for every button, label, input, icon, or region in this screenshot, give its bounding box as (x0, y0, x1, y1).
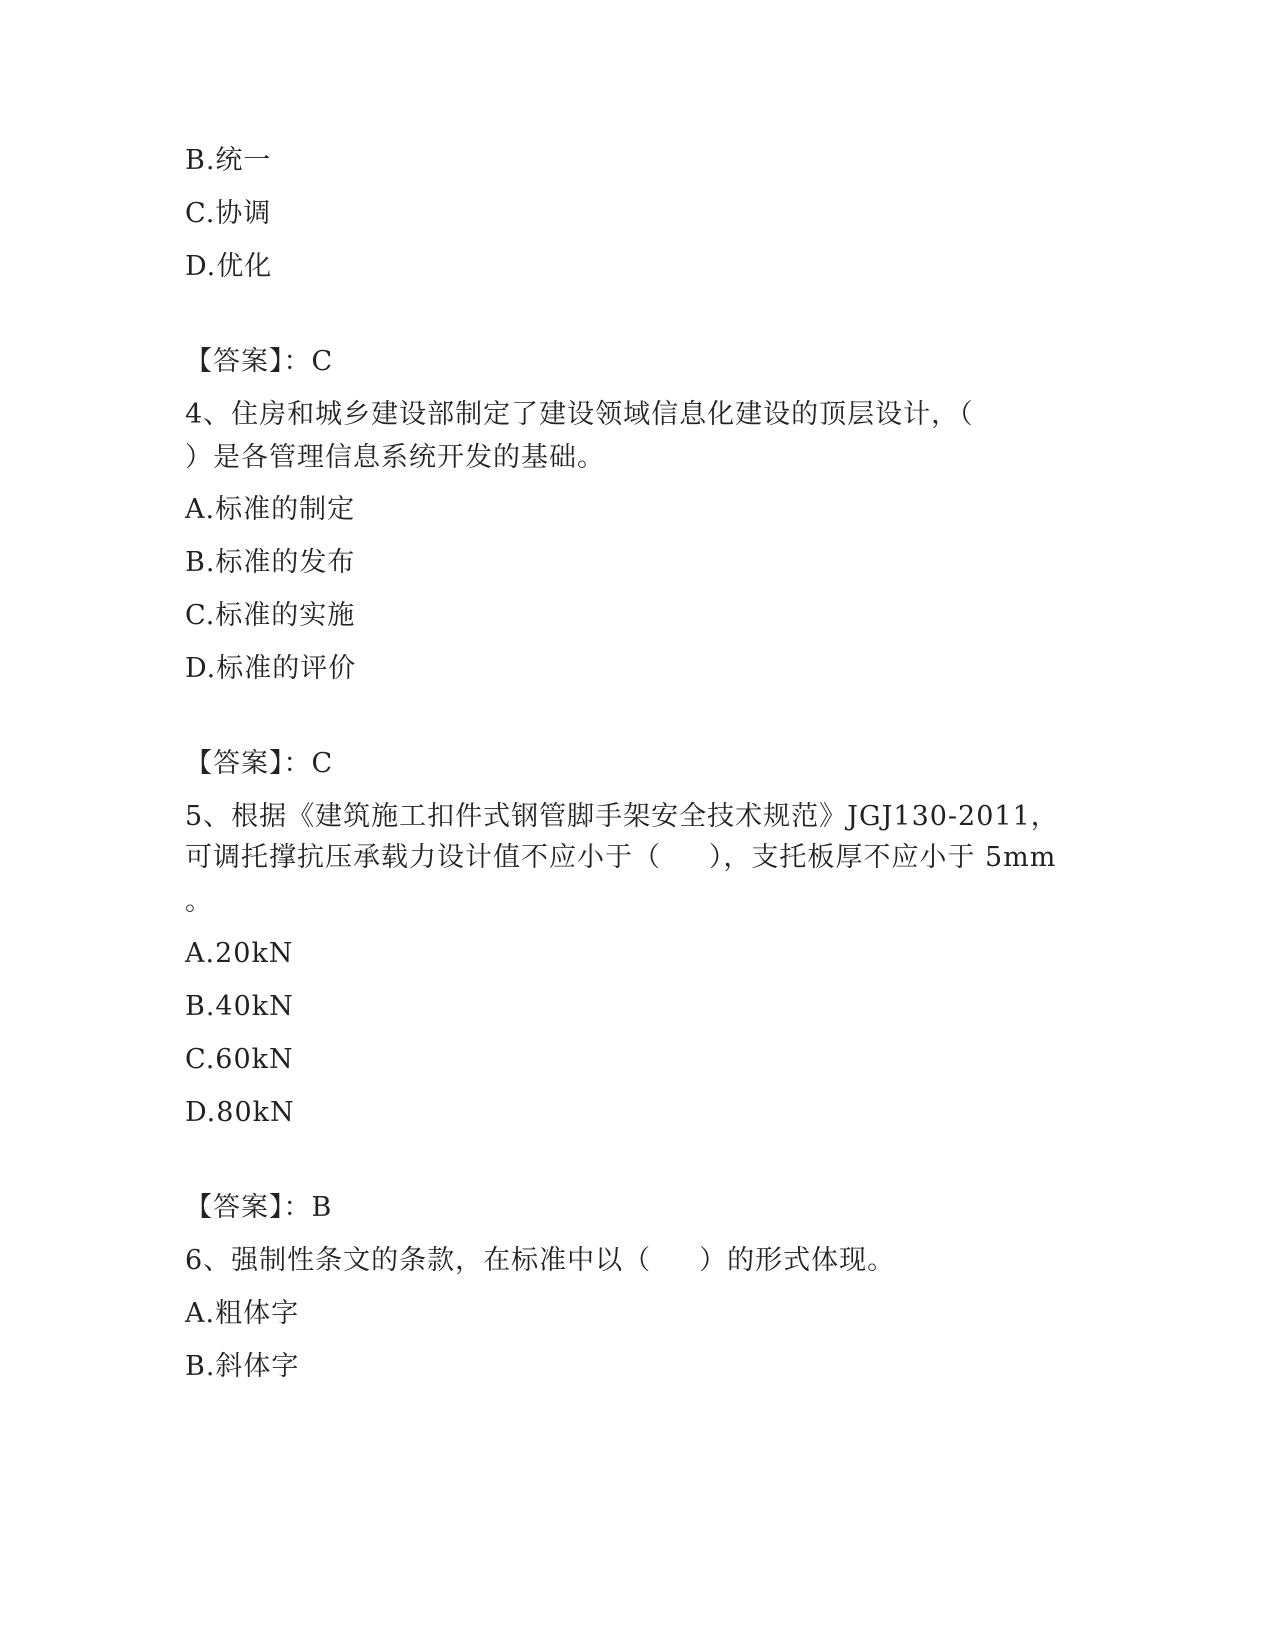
option-c: C.协调 (185, 198, 272, 229)
option-a: A.粗体字 (185, 1298, 300, 1329)
option-b: B.斜体字 (185, 1351, 300, 1382)
option-d: D.80kN (185, 1097, 295, 1128)
question-stem-end: 。 (185, 886, 213, 917)
option-a: A.标准的制定 (185, 494, 356, 525)
question-stem-continued: 可调托撑抗压承载力设计值不应小于（ ），支托板厚不应小于 5mm (185, 842, 1057, 873)
question-stem: 5、根据《建筑施工扣件式钢管脚手架安全技术规范》JGJ130-2011， (185, 801, 1059, 832)
option-c: C.60kN (185, 1044, 294, 1075)
question-stem: 4、住房和城乡建设部制定了建设领域信息化建设的顶层设计，（ (185, 399, 974, 430)
option-b: B.40kN (185, 991, 294, 1022)
option-c: C.标准的实施 (185, 600, 356, 631)
option-d: D.标准的评价 (185, 653, 357, 684)
option-a: A.20kN (185, 938, 294, 969)
question-stem-continued: ）是各管理信息系统开发的基础。 (185, 442, 605, 473)
option-d: D.优化 (185, 251, 273, 282)
answer-label: 【答案】：C (185, 748, 334, 779)
question-stem: 6、强制性条文的条款，在标准中以（ ）的形式体现。 (185, 1245, 896, 1276)
option-b: B.统一 (185, 145, 272, 176)
option-b: B.标准的发布 (185, 547, 356, 578)
answer-label: 【答案】：C (185, 346, 334, 377)
answer-label: 【答案】：B (185, 1192, 333, 1223)
